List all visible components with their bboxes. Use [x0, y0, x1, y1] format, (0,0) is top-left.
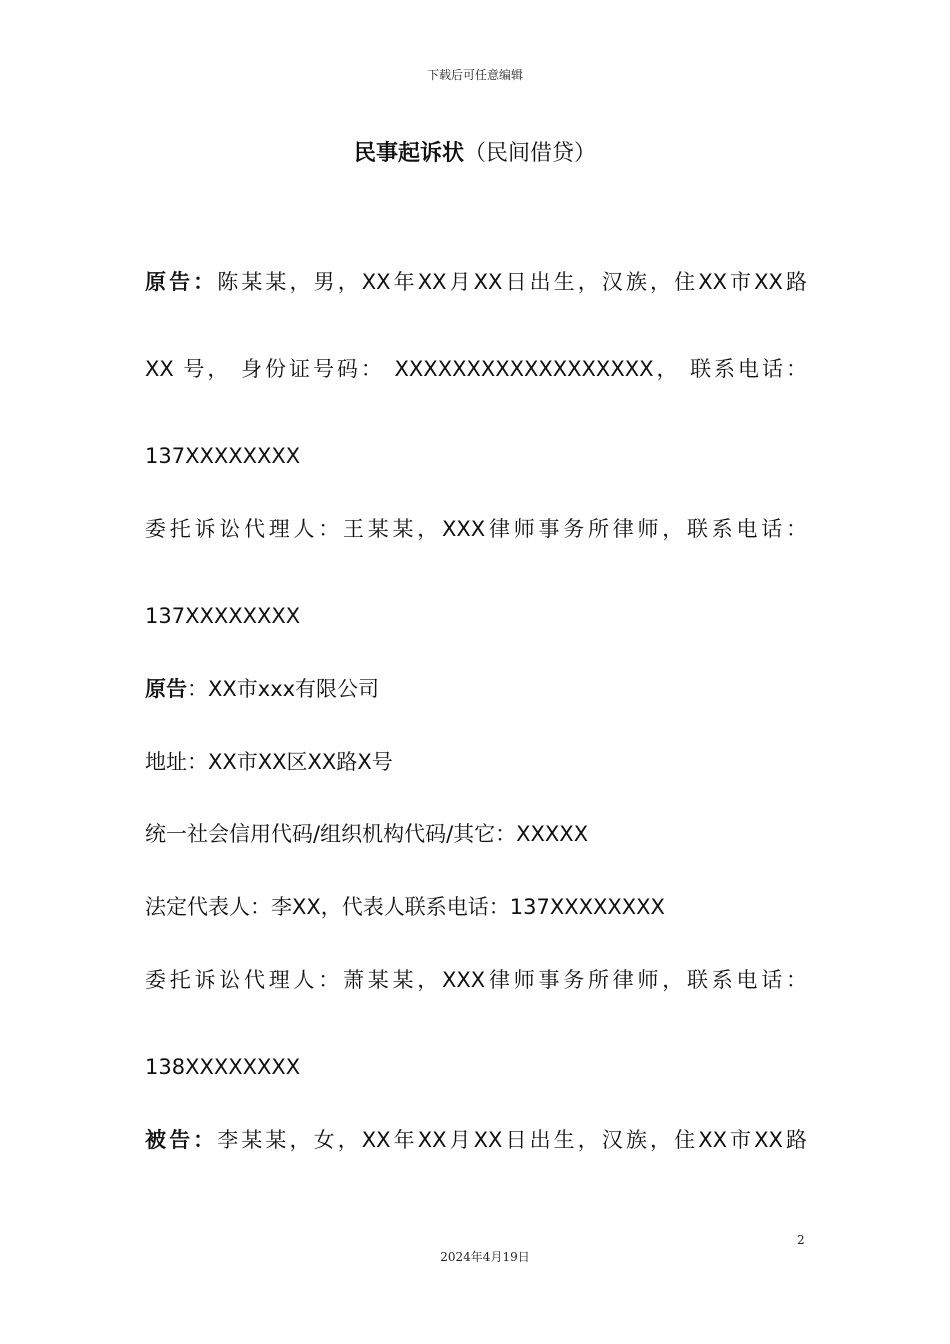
- plaintiff2-credit-code: 统一社会信用代码/组织机构代码/其它：XXXXX: [145, 822, 589, 846]
- plaintiff1-label: 原告：: [145, 270, 218, 294]
- plaintiff1-line3: 137XXXXXXXX: [145, 444, 301, 468]
- plaintiff2-legal-rep: 法定代表人：李XX，代表人联系电话：137XXXXXXXX: [145, 895, 665, 919]
- defendant-line1: [145, 1126, 807, 1154]
- footer-date: 2024年4月19日: [440, 1250, 530, 1264]
- agent2-line1: 委托诉讼代理人：萧某某，XXX律师事务所律师，联系电话：: [145, 968, 807, 992]
- plaintiff2-label: 原告: [145, 677, 187, 701]
- page-number: 2: [797, 1233, 805, 1247]
- plaintiff2-name-line: [145, 675, 379, 703]
- page-header: 下载后可任意编辑: [426, 68, 523, 82]
- title-sub: （民间借贷）: [464, 141, 597, 166]
- defendant-label: 被告：: [145, 1128, 218, 1152]
- plaintiff1-line2: XX 号， 身份证号码： XXXXXXXXXXXXXXXXXX， 联系电话：: [145, 357, 807, 381]
- plaintiff2-name: ：XX市xxx有限公司: [187, 677, 380, 701]
- agent2-line2: 138XXXXXXXX: [145, 1055, 301, 1079]
- agent1-line2: 137XXXXXXXX: [145, 604, 301, 628]
- agent1-line1: 委托诉讼代理人：王某某，XXX律师事务所律师，联系电话：: [145, 517, 807, 541]
- plaintiff2-address: 地址：XX市XX区XX路X号: [145, 750, 393, 774]
- defendant-text: 李某某，女，XX年XX月XX日出生，汉族，住XX市XX路: [217, 1128, 807, 1152]
- document-title: [0, 136, 950, 167]
- plaintiff1-text: 陈某某，男，XX年XX月XX日出生，汉族，住XX市XX路: [217, 270, 807, 294]
- title-main: 民事起诉状: [353, 141, 464, 166]
- plaintiff1-line1: [145, 268, 807, 296]
